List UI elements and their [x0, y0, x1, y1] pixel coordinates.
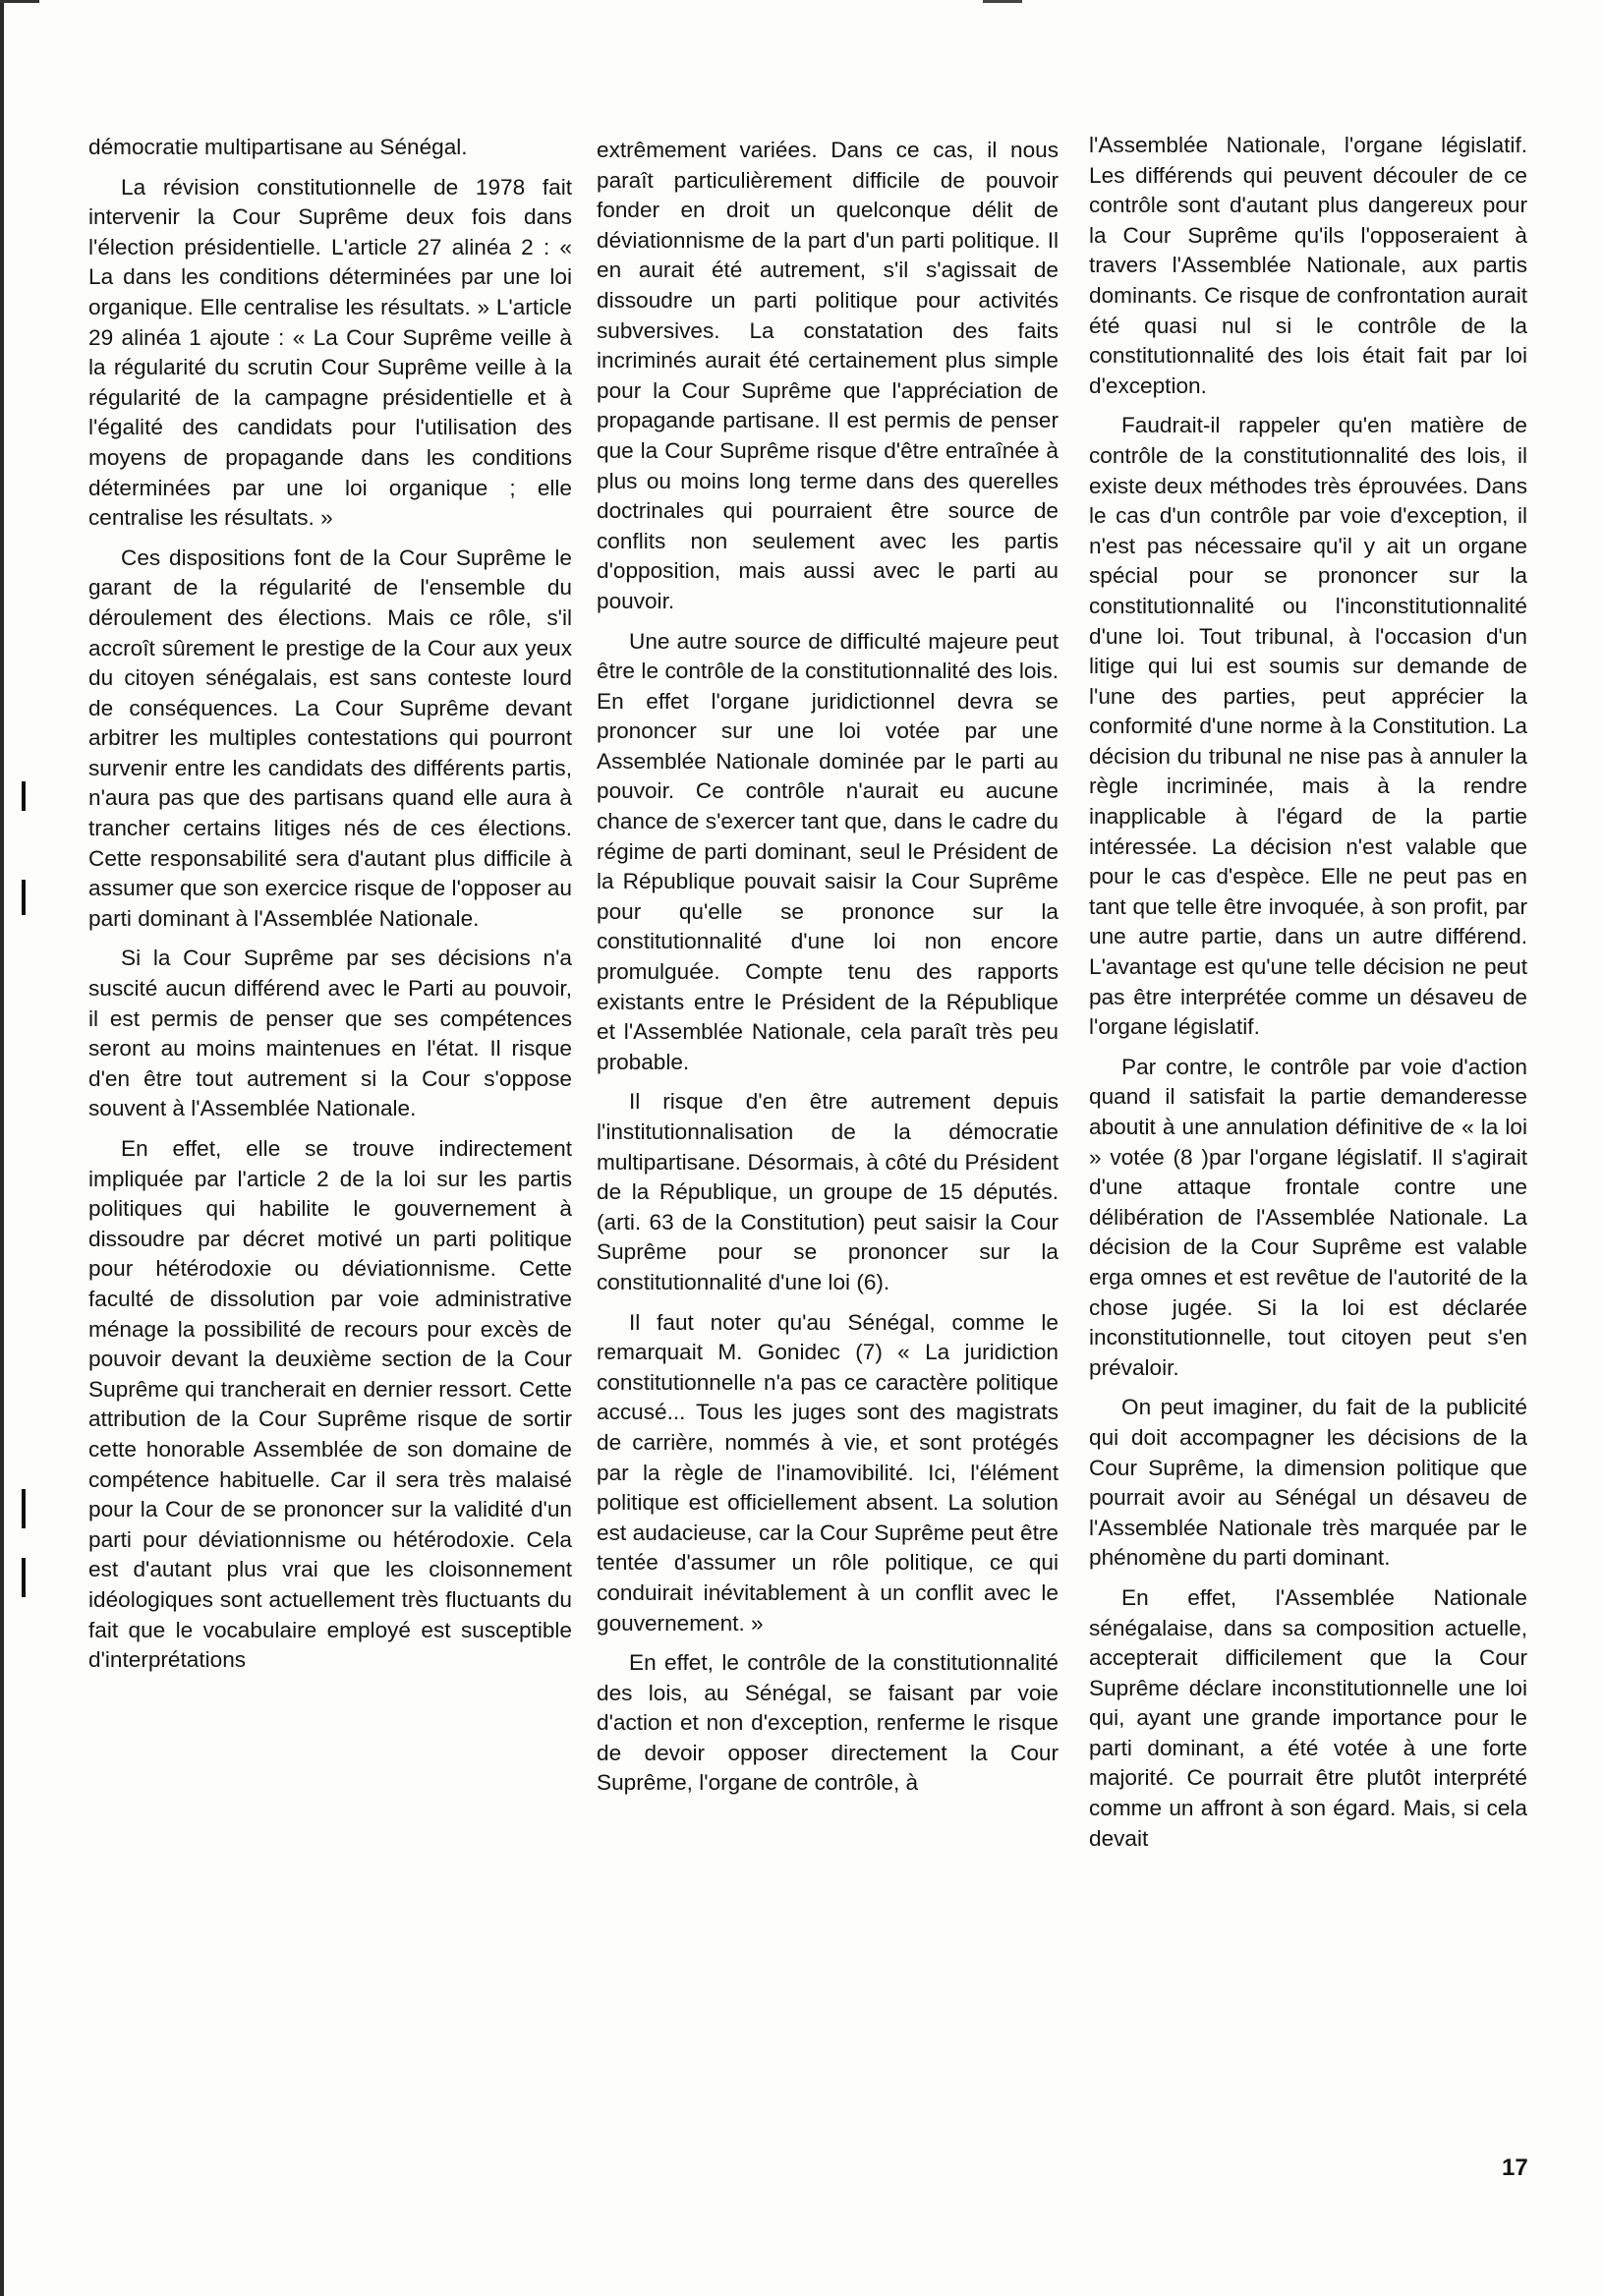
margin-mark: [22, 781, 26, 811]
text-column-1: [88, 133, 572, 1686]
paragraph: extrêmement variées. Dans ce cas, il nous paraît particulièrement difficile de pouvoir fonder en droit un quelconque délit de déviationnisme de la part d'un parti politique. Il en aurait été autrement, s'il s'agissait de dissoudre un parti politique pour activités subversives. La constatation des faits incriminés aurait été certainement plus simple pour la Cour Suprême que l'appréciation de propagande partisane. Il est permis de penser que la Cour Suprême risque d'être entraînée à plus ou moins long terme dans des querelles doctrinales qui pourraient être source de conflits non seulement avec les partis d'opposition, mais aussi avec le parti au pouvoir.: [597, 138, 1059, 613]
paragraph: Il faut noter qu'au Sénégal, comme le remarquait M. Gonidec (7) « La juridiction constitutionnelle n'a pas ce caractère politique accusé... Tous les juges sont des magistrats de carrière, nommés à vie, et sont protégés par la règle de l'inamovibilité. Ici, l'élément politique est officiellement absent. La solution est audacieuse, car la Cour Suprême peut être tentée d'assumer un rôle politique, ce qui conduirait inévitablement à un conflit avec le gouvernement. »: [597, 1309, 1059, 1636]
paragraph: En effet, le contrôle de la constitutionnalité des lois, au Sénégal, se faisant par voie d'action et non d'exception, renferme le risque de devoir opposer directement la Cour Suprême, l'organe de contrôle, à: [597, 1650, 1059, 1796]
text-column-2: [597, 136, 1059, 1808]
paragraph: La révision constitutionnelle de 1978 fait intervenir la Cour Suprême deux fois dans l'élection présidentielle. L'article 27 alinéa 2 : « La dans les conditions déterminées par une loi organique. Elle centralise les résultats. » L'article 29 alinéa 1 ajoute : « La Cour Suprême veille à la régularité du scrutin Cour Suprême veille à la régularité de la campagne présidentielle et à l'égalité des candidats pour l'utilisation des moyens de propagande dans les conditions déterminées par une loi organique ; elle centralise les résultats. »: [88, 174, 572, 531]
paragraph: Une autre source de difficulté majeure peut être le contrôle de la constitutionnalité des lois. En effet l'organe juridictionnel devra se prononcer sur une loi votée par une Assemblée Nationale dominée par le parti au pouvoir. Ce contrôle n'aurait eu aucune chance de s'exercer tant que, dans le cadre du régime de parti dominant, seul le Président de la République pouvait saisir la Cour Suprême pour qu'elle se prononce sur la constitutionnalité d'une loi non encore promulguée. Compte tenu des rapports existants entre le Président de la République et l'Assemblée Nationale, cela paraît très peu probable.: [597, 628, 1059, 1074]
paragraph: démocratie multipartisane au Sénégal.: [88, 135, 468, 159]
text-column-3: [1089, 131, 1527, 1864]
paragraph: En effet, l'Assemblée Nationale sénégalaise, dans sa composition actuelle, accepterait difficilement que la Cour Suprême déclare inconstitutionnelle une loi qui, ayant une grande importance pour le parti dominant, a été votée à une forte majorité. Ce pourrait être plutôt interprété comme un affront à son égard. Mais, si cela devait: [1089, 1584, 1527, 1851]
scan-top-edge: [0, 0, 1604, 3]
scan-left-edge: [0, 0, 4, 2296]
margin-mark: [22, 880, 26, 915]
page-number: 17: [1502, 2154, 1528, 2181]
paragraph: Il risque d'en être autrement depuis l'institutionnalisation de la démocratie multipartisane. Désormais, à côté du Président de la République, un groupe de 15 députés. (arti. 63 de la Constitution) peut saisir la Cour Suprême pour se prononcer sur la constitutionnalité d'une loi (6).: [597, 1089, 1059, 1294]
paragraph: Par contre, le contrôle par voie d'action quand il satisfait la partie demanderesse aboutit à une annulation définitive de « la loi » votée (8 )par l'organe législatif. Il s'agirait d'une attaque frontale contre une délibération de l'Assemblée Nationale. La décision de la Cour Suprême est valable erga omnes et est revêtue de l'autorité de la chose jugée. Si la loi est déclarée inconstitutionnelle, tout citoyen peut s'en prévaloir.: [1089, 1054, 1527, 1380]
paragraph: Si la Cour Suprême par ses décisions n'a suscité aucun différend avec le Parti au pouvoir, il est permis de penser que ses compétences seront au moins maintenues en l'état. Il risque d'en être tout autrement si la Cour s'oppose souvent à l'Assemblée Nationale.: [88, 946, 572, 1121]
paragraph: On peut imaginer, du fait de la publicité qui doit accompagner les décisions de la Cour Suprême, la dimension politique que pourrait avoir au Sénégal un désaveu de l'Assemblée Nationale très marquée par le phénomène du parti dominant.: [1089, 1395, 1527, 1571]
paragraph: En effet, elle se trouve indirectement impliquée par l'article 2 de la loi sur les partis politiques qui habilite le gouvernement à dissoudre par décret motivé un parti politique pour hétérodoxie ou déviationnisme. Cette faculté de dissolution par voie administrative ménage la possibilité de recours pour excès de pouvoir devant la deuxième section de la Cour Suprême qui trancherait en dernier ressort. Cette attribution de la Cour Suprême risque de sortir cette honorable Assemblée de son domaine de compétence habituelle. Car il sera très malaisé pour la Cour de se prononcer sur la validité d'un parti pour déviationnisme ou hétérodoxie. Cela est d'autant plus vrai que les cloisonnement idéologiques sont actuellement très fluctuants du fait que le vocabulaire employé est susceptible d'interprétations: [88, 1136, 572, 1673]
margin-mark: [22, 1489, 26, 1528]
paragraph: Ces dispositions font de la Cour Suprême le garant de la régularité de l'ensemble du déroulement des élections. Mais ce rôle, s'il accroît sûrement le prestige de la Cour aux yeux du citoyen sénégalais, est sans conteste lourd de conséquences. La Cour Suprême devant arbitrer les multiples contestations qui pourront survenir entre les candidats des différents partis, n'aura pas que des partisans quand elle aura à trancher certains litiges nés de ces élections. Cette responsabilité sera d'autant plus difficile à assumer que son exercice risque de l'opposer au parti dominant à l'Assemblée Nationale.: [88, 545, 572, 931]
margin-mark: [22, 1558, 26, 1597]
paragraph: Faudrait-il rappeler qu'en matière de contrôle de la constitutionnalité des lois, il existe deux méthodes très éprouvées. Dans le cas d'un contrôle par voie d'exception, il n'est pas nécessaire qu'il y ait un organe spécial pour se prononcer sur la constitutionnalité ou l'inconstitutionnalité d'une loi. Tout tribunal, à l'occasion d'un litige qui lui est soumis sur demande de l'une des parties, peut apprécier la conformité d'une norme à la Constitution. La décision du tribunal ne nise pas à annuler la règle incriminée, mais à la rendre inapplicable à l'égard de la partie intéressée. La décision n'est valable que pour le cas d'espèce. Elle ne peut pas en tant que telle être invoquée, à son profit, par une autre partie, dans un autre différend. L'avantage est qu'une telle décision ne peut pas être interprétée comme un désaveu de l'organe législatif.: [1089, 413, 1527, 1040]
paragraph: l'Assemblée Nationale, l'organe législatif. Les différends qui peuvent découler de ce contrôle sont d'autant plus dangereux pour la Cour Suprême qu'ils l'opposeraient à travers l'Assemblée Nationale, aux partis dominants. Ce risque de confrontation aurait été quasi nul si le contrôle de la constitutionnalité des lois était fait par loi d'exception.: [1089, 133, 1527, 398]
